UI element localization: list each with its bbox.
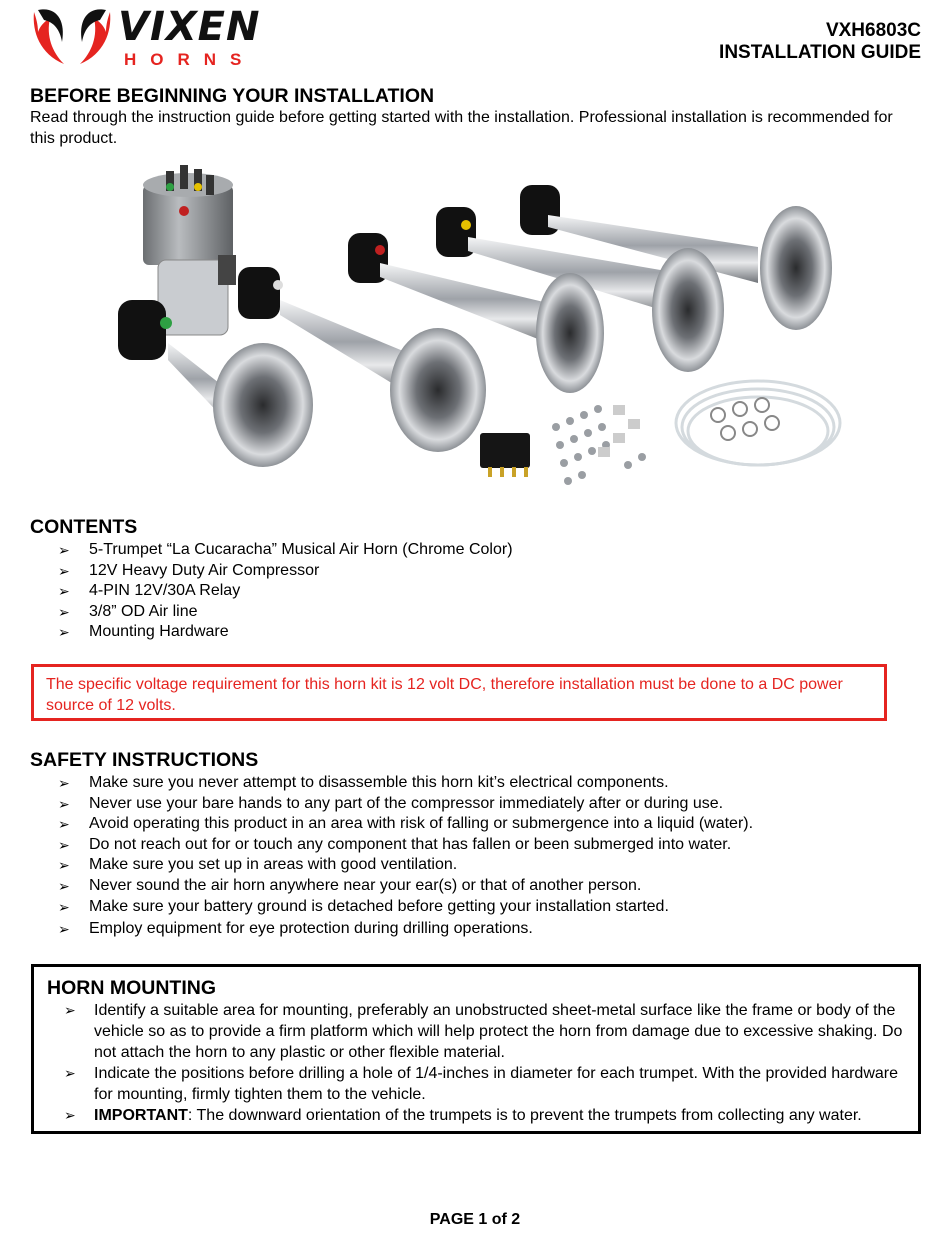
safety-list [30,773,920,940]
product-photo [108,165,843,500]
list-item: ➢ Make sure your battery ground is detached before getting your installation started. [30,897,920,918]
list-item [34,1105,906,1126]
mounting-hardware-image [552,405,646,485]
logo-subtext: HORNS [124,50,256,68]
horn-mounting-box [31,964,921,1134]
important-text: : The downward orientation of the trumpets is to prevent the trumpets from collecting any water. [187,1107,862,1124]
arrow-bullet-icon: ➢ [58,603,70,620]
list-item: ➢ Never sound the air horn anywhere near your ear(s) or that of another person. [30,876,920,897]
list-item: ➢ Do not reach out for or touch any component that has fallen or been submerged into water. [30,835,920,856]
vixen-horns-logo [30,2,285,68]
contents-heading: CONTENTS [30,516,138,538]
warning-text: The specific voltage requirement for this horn kit is 12 volt DC, therefore installation must be done to a DC power source of 12 volts. [46,676,843,714]
list-item: ➢ 5-Trumpet “La Cucaracha” Musical Air Horn (Chrome Color) [30,540,920,561]
arrow-bullet-icon: ➢ [58,583,70,600]
arrow-bullet-icon: ➢ [58,795,70,812]
list-item: ➢ Employ equipment for eye protection during drilling operations. [30,919,920,940]
arrow-bullet-icon: ➢ [58,562,70,579]
arrow-bullet-icon: ➢ [58,836,70,853]
arrow-bullet-icon: ➢ [58,624,70,641]
list-item: ➢ Identify a suitable area for mounting, preferably an unobstructed sheet-metal surface like the frame or body of the vehicle so as to provide a firm platform which will help protect the horn from damage due to excessive shaking. Do not attach the horn to any plastic or other flexible material. [64,1002,903,1061]
relay-image [480,433,530,477]
list-item: ➢ Indicate the positions before drilling a hole of 1/4-inches in diameter for each trumpet. With the provided hardware for mounting, firmly tighten them to the vehicle. [64,1065,898,1103]
arrow-bullet-icon: ➢ [58,921,70,938]
arrow-bullet-icon: ➢ [58,816,70,833]
important-label: IMPORTANT [94,1107,188,1124]
arrow-bullet-icon: ➢ [58,542,70,558]
arrow-bullet-icon: ➢ [64,1002,76,1018]
arrow-bullet-icon: ➢ [64,1065,76,1081]
mounting-heading: HORN MOUNTING [47,977,216,999]
list-item: ➢ 3/8” OD Air line [30,602,920,623]
voltage-warning-box [31,664,887,721]
arrow-bullet-icon: ➢ [58,898,70,915]
list-item: ➢ Avoid operating this product in an area with risk of falling or submergence into a liquid (water). [30,814,920,835]
logo-wordmark: VIXEN [118,4,261,50]
list-item: ➢ Make sure you never attempt to disassemble this horn kit’s electrical components. [30,773,920,794]
air-line-image [676,381,840,465]
list-item: ➢ Make sure you set up in areas with good ventilation. [30,855,920,876]
document-header [719,20,921,64]
list-item: ➢ 4-PIN 12V/30A Relay [30,581,920,602]
arrow-bullet-icon: ➢ [58,775,70,791]
before-heading: BEFORE BEGINNING YOUR INSTALLATION [30,85,435,107]
arrow-bullet-icon: ➢ [58,857,70,874]
list-item: ➢ 12V Heavy Duty Air Compressor [30,561,920,582]
list-item: ➢ Never use your bare hands to any part of the compressor immediately after or during use. [30,794,920,815]
arrow-bullet-icon: ➢ [58,877,70,894]
safety-heading: SAFETY INSTRUCTIONS [30,749,259,771]
page-number: PAGE 1 of 2 [429,1211,521,1228]
mounting-list [34,1000,906,1126]
list-item: ➢ Mounting Hardware [30,622,920,643]
before-text: Read through the instruction guide before getting started with the installation. Professional installation is recommended for this product. [30,109,893,147]
model-number: VXH6803C [825,20,921,41]
document-title: INSTALLATION GUIDE [719,42,921,63]
arrow-bullet-icon: ➢ [64,1107,76,1123]
contents-list [30,540,920,643]
